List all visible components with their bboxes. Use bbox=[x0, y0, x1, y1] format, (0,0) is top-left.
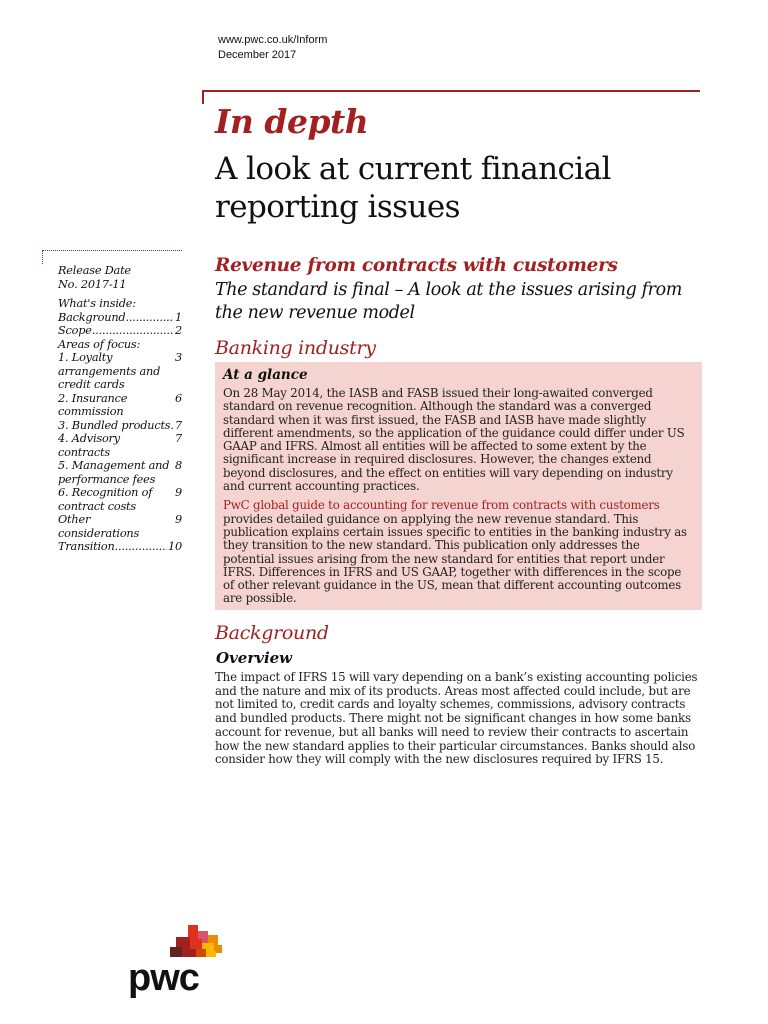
header-url[interactable]: www.pwc.co.uk/Inform bbox=[218, 34, 328, 46]
header-meta bbox=[218, 33, 327, 63]
toc-page-number: 9 bbox=[175, 513, 182, 526]
toc-page-number: 9 bbox=[175, 486, 182, 499]
toc-page-number: 3 bbox=[175, 351, 182, 364]
toc-item[interactable] bbox=[58, 540, 182, 554]
glance-paragraph-2 bbox=[223, 499, 694, 605]
toc-leader-dots bbox=[92, 324, 174, 338]
toc-item bbox=[58, 338, 182, 352]
overview-heading: Overview bbox=[216, 649, 293, 667]
toc-item-label: Transition bbox=[58, 540, 115, 553]
industry-heading: Banking industry bbox=[215, 337, 376, 359]
title-rule bbox=[202, 90, 700, 92]
toc-leader-dots bbox=[125, 311, 174, 325]
toc-item[interactable] bbox=[58, 432, 182, 459]
toc-page-number: 7 bbox=[175, 432, 182, 445]
glance-paragraph-2-text: provides detailed guidance on applying the new revenue standard. This publication explains certain issues specific to entities in the banking industry as they transition to the new standard. This publication only addresses the potential issues arising from the new standard for entities that report under IFRS. Differences in IFRS and US GAAP, together with differences in the scope of other relevant guidance in the US, mean that different accounting outcomes are possible. bbox=[223, 511, 687, 606]
toc-page-number: 6 bbox=[175, 391, 182, 405]
toc-item-label: 6. Recognition of contract costs bbox=[58, 486, 153, 513]
sidebar-rule bbox=[42, 250, 182, 251]
background-heading: Background bbox=[215, 622, 329, 644]
toc-item-label: Areas of focus: bbox=[58, 337, 141, 351]
title-rule-tick bbox=[202, 90, 204, 104]
toc-item-label: 1. Loyalty arrangements and credit cards bbox=[58, 351, 161, 391]
global-guide-link[interactable]: PwC global guide to accounting for revenue from contracts with customers bbox=[223, 498, 660, 513]
sidebar-body bbox=[58, 264, 182, 554]
toc-item[interactable] bbox=[58, 311, 182, 325]
toc-item[interactable] bbox=[58, 459, 182, 486]
toc-item-label: 3. Bundled products bbox=[58, 418, 171, 432]
toc-page-number: 8 bbox=[175, 459, 182, 472]
toc-item[interactable] bbox=[58, 419, 182, 433]
sidebar-rule-tick bbox=[42, 250, 44, 264]
toc-item[interactable] bbox=[58, 513, 182, 540]
header-date: December 2017 bbox=[218, 49, 297, 61]
pwc-logo-text: pwc bbox=[128, 957, 199, 999]
toc-leader-dots bbox=[115, 540, 167, 554]
release-date-label: Release Date bbox=[58, 264, 131, 277]
toc-item-label: Background bbox=[58, 310, 126, 324]
section-heading: Revenue from contracts with customers bbox=[215, 255, 618, 276]
whats-inside-label: What's inside: bbox=[58, 297, 136, 310]
toc-item[interactable] bbox=[58, 351, 182, 392]
glance-paragraph-1: On 28 May 2014, the IASB and FASB issued their long-awaited converged standard on revenue recognition. Although the standard was a converged standard when it was first issued, the FASB and IASB have made slightly different amendments, so the application of the guidance could differ under US GAAP and IFRS. Almost all entities will be affected to some extent by the significant increase in required disclosures. However, the changes extend beyond disclosures, and the effect on entities will vary depending on industry and current accounting practices. bbox=[223, 386, 685, 494]
at-a-glance-title: At a glance bbox=[223, 367, 308, 383]
toc-item[interactable] bbox=[58, 392, 182, 419]
toc-item-label: 2. Insurance commission bbox=[58, 391, 128, 418]
toc-item-label: Other considerations bbox=[58, 513, 140, 540]
section-subheading: The standard is final – A look at the issues arising from the new revenue model bbox=[215, 280, 682, 323]
toc-item-label: 5. Management and performance fees bbox=[58, 459, 170, 486]
toc-page-number: 10 bbox=[168, 540, 182, 553]
at-a-glance-box bbox=[215, 362, 702, 610]
toc-page-number: 7 bbox=[175, 418, 182, 432]
page-title: A look at current financial reporting issues bbox=[215, 151, 611, 225]
table-of-contents bbox=[58, 311, 182, 554]
toc-item-label: 4. Advisory contracts bbox=[58, 432, 120, 459]
kicker-title: In depth bbox=[215, 102, 369, 141]
background-body: The impact of IFRS 15 will vary depending on a bank’s existing accounting policies and the nature and mix of its products. Areas most affected could include, but are not limited to, credit cards and loyalty schemes, commissions, advisory contracts and bundled products. There might not be significant changes in how some banks account for revenue, but all banks will need to review their contracts to ascertain how the new standard applies to their particular circumstances. Banks should also consider how they will comply with the new disclosures required by IFRS 15. bbox=[215, 670, 698, 767]
toc-item[interactable] bbox=[58, 324, 182, 338]
toc-page-number: 1 bbox=[175, 310, 182, 324]
release-number: No. 2017-11 bbox=[58, 277, 127, 291]
toc-page-number: 2 bbox=[175, 324, 182, 337]
toc-item[interactable] bbox=[58, 486, 182, 513]
toc-item-label: Scope bbox=[58, 324, 92, 337]
